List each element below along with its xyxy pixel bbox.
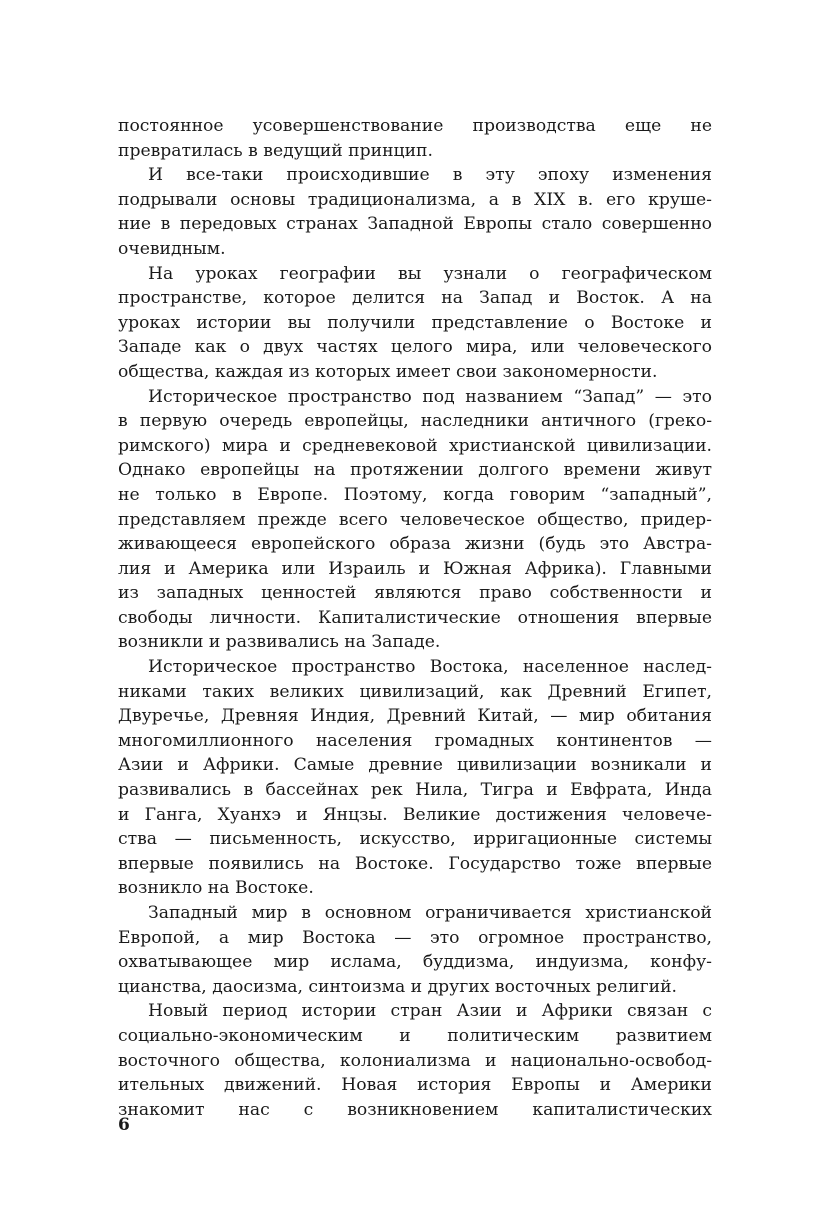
text-line: представляем прежде всего человеческое общество, придер- xyxy=(118,509,712,530)
text-line: подрывали основы традиционализма, а в XIX в. его круше- xyxy=(118,189,712,210)
text-line: живающееся европейского образа жизни (будь это Австра- xyxy=(118,534,712,555)
text-line: из западных ценностей являются право собственности и xyxy=(118,583,712,604)
text-line: ительных движений. Новая история Европы и Америки xyxy=(118,1075,712,1096)
page-number: 6 xyxy=(118,1115,130,1135)
paragraph-5 xyxy=(118,655,712,901)
text-line: впервые появились на Востоке. Государство тоже впервые xyxy=(118,853,712,874)
text-line: очевидным. xyxy=(118,238,226,259)
paragraph-1 xyxy=(118,114,712,163)
paragraph-2 xyxy=(118,163,712,261)
text-line: Европой, а мир Востока — это огромное пространство, xyxy=(118,927,712,948)
text-line: Азии и Африки. Самые древние цивилизации возникали и xyxy=(118,755,712,776)
paragraph-7 xyxy=(118,999,712,1122)
text-line: свободы личности. Капиталистические отношения впервые xyxy=(118,607,712,628)
text-line: пространстве, которое делится на Запад и Восток. А на xyxy=(118,288,712,309)
text-line: общества, каждая из которых имеет свои закономерности. xyxy=(118,361,658,382)
text-line: Двуречье, Древняя Индия, Древний Китай, — мир обитания xyxy=(118,706,712,727)
text-line: не только в Европе. Поэтому, когда говорим “западный”, xyxy=(118,484,712,505)
text-line: многомиллионного населения громадных континентов — xyxy=(118,730,712,751)
text-line: римского) мира и средневековой христианской цивилизации. xyxy=(118,435,712,456)
text-line: ства — письменность, искусство, ирригационные системы xyxy=(118,829,712,850)
text-line: цианства, даосизма, синтоизма и других восточных религий. xyxy=(118,976,677,997)
text-line: возникло на Востоке. xyxy=(118,878,314,899)
text-line: знакомит нас с возникновением капиталистических xyxy=(118,1099,712,1120)
text-line: возникли и развивались на Западе. xyxy=(118,632,441,653)
paragraph-4 xyxy=(118,385,712,656)
text-line: Однако европейцы на протяжении долгого времени живут xyxy=(118,460,712,481)
text-line: ние в передовых странах Западной Европы стало совершенно xyxy=(118,214,712,235)
paragraph-6 xyxy=(118,901,712,999)
text-line: Западе как о двух частях целого мира, или человеческого xyxy=(118,337,712,358)
text-line: На уроках географии вы узнали о географическом xyxy=(148,263,712,284)
text-line: Историческое пространство Востока, населенное наслед- xyxy=(148,657,712,678)
text-line: в первую очередь европейцы, наследники античного (греко- xyxy=(118,411,712,432)
text-line: постоянное усовершенствование производства еще не xyxy=(118,116,712,136)
text-line: И все-таки происходившие в эту эпоху изменения xyxy=(148,165,712,186)
text-line: никами таких великих цивилизаций, как Древний Египет, xyxy=(118,681,712,702)
text-line: уроках истории вы получили представление о Востоке и xyxy=(118,312,712,333)
text-line: восточного общества, колониализма и национально-освобод- xyxy=(118,1050,712,1071)
paragraph-3 xyxy=(118,262,712,385)
text-line: Новый период истории стран Азии и Африки связан с xyxy=(148,1001,712,1022)
text-line: превратилась в ведущий принцип. xyxy=(118,140,433,161)
text-line: и Ганга, Хуанхэ и Янцзы. Великие достижения человече- xyxy=(118,804,712,825)
text-line: охватывающее мир ислама, буддизма, индуизма, конфу- xyxy=(118,952,712,973)
text-line: развивались в бассейнах рек Нила, Тигра и Евфрата, Инда xyxy=(118,780,712,801)
text-line: лия и Америка или Израиль и Южная Африка). Главными xyxy=(118,558,712,579)
text-line: Западный мир в основном ограничивается христианской xyxy=(148,903,712,923)
text-line: социально-экономическим и политическим развитием xyxy=(118,1025,712,1046)
text-line: Историческое пространство под названием “Запад” — это xyxy=(148,386,712,407)
body-text xyxy=(118,114,712,1122)
